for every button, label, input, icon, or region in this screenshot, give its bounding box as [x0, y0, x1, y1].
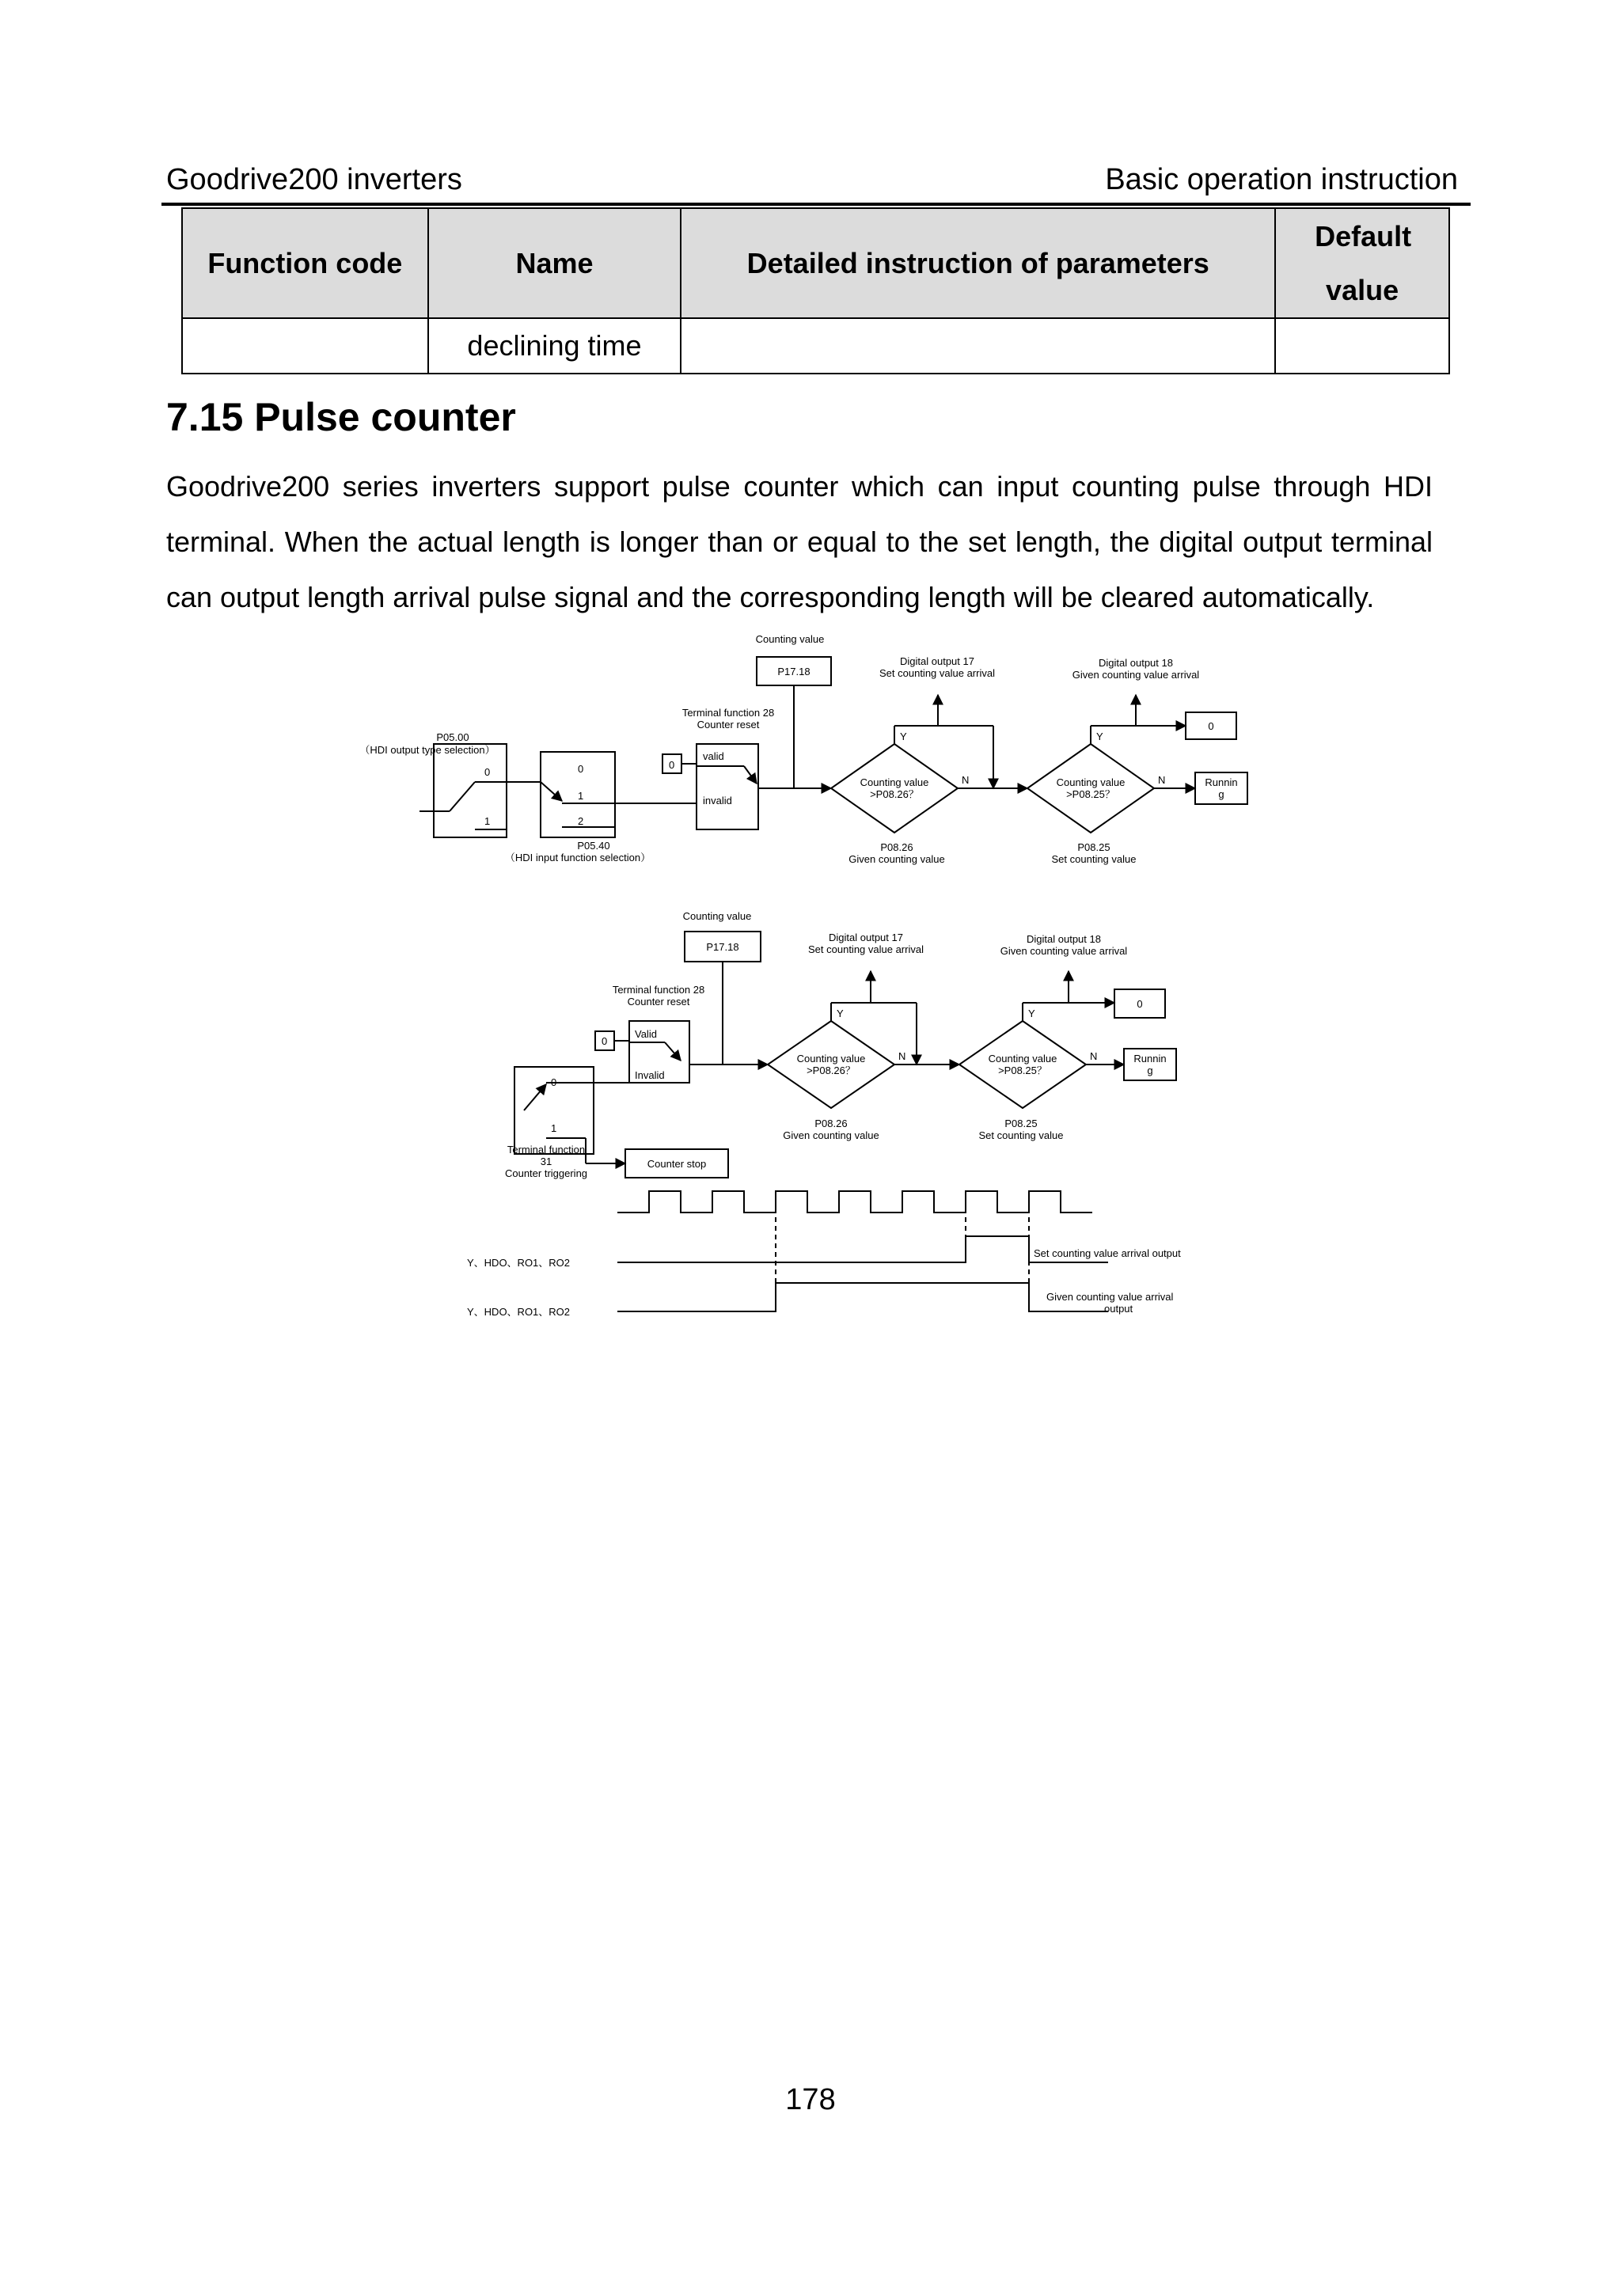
- d2-tf31-l2: 31: [540, 1156, 552, 1167]
- d2-output-zero: 0: [1137, 998, 1143, 1010]
- cell-default-value: [1275, 318, 1449, 374]
- d1-do18-title: Digital output 18: [1099, 657, 1173, 669]
- cell-detailed-instruction: [681, 318, 1275, 374]
- d1-hdi-type-box: [434, 744, 507, 837]
- d1-cmp2-l1: Counting value: [1056, 776, 1126, 788]
- d1-p0500-label: P05.00: [436, 731, 469, 743]
- d1-invalid-label: invalid: [703, 795, 732, 806]
- col-default-value: Default value: [1275, 208, 1449, 318]
- d2-do18-title: Digital output 18: [1027, 933, 1101, 945]
- body-paragraph: Goodrive200 series inverters support pulse counter which can input counting pulse through HDI terminal. When the actual length is longer than or equal to the set length, the digital output terminal can output length arrival pulse signal and the corresponding length will be cleared automatically.: [166, 470, 1433, 613]
- d2-invalid-label: Invalid: [635, 1069, 665, 1081]
- header-chapter-title: Basic operation instruction: [1105, 163, 1458, 196]
- d1-no2: N: [1158, 774, 1166, 786]
- d2-p0825-label: P08.25: [1004, 1118, 1038, 1129]
- d1-p0826-sub: Given counting value: [848, 853, 945, 865]
- col-detailed-instruction: Detailed instruction of parameters: [681, 208, 1275, 318]
- d2-counter-stop-label: Counter stop: [647, 1158, 707, 1170]
- d1-cmp2-l2: >P08.25？: [1066, 788, 1115, 800]
- table-row: [182, 318, 1449, 374]
- d2-p0826-sub: Given counting value: [783, 1129, 879, 1141]
- d1-running-l2: g: [1218, 788, 1224, 800]
- d1-do17-sub: Set counting value arrival: [879, 667, 995, 679]
- d2-do18-sub: Given counting value arrival: [1000, 945, 1128, 957]
- d2-valid-label: Valid: [635, 1028, 657, 1040]
- diagram2-labels: [505, 910, 1167, 1179]
- d2-do17-sub: Set counting value arrival: [808, 943, 924, 955]
- d2-p1718-label: P17.18: [706, 941, 739, 953]
- d1-p0540-label: P05.40: [577, 840, 610, 852]
- d2-do17-title: Digital output 17: [829, 932, 903, 943]
- d1-p0825-sub: Set counting value: [1051, 853, 1137, 865]
- d1-p0825-label: P08.25: [1077, 841, 1110, 853]
- diagram1-lines: [419, 657, 1247, 837]
- timing-set-arrival-label: Set counting value arrival output: [1034, 1247, 1181, 1259]
- d1-valid-label: valid: [703, 750, 724, 762]
- d1-cmp1-l1: Counting value: [860, 776, 929, 788]
- d2-p0825-sub: Set counting value: [978, 1129, 1064, 1141]
- header-doc-title: Goodrive200 inverters: [166, 163, 462, 196]
- d1-tf28-sub: Counter reset: [697, 719, 760, 731]
- timing-given-arrival-wave: [617, 1283, 1108, 1311]
- d1-counting-value-label: Counting value: [755, 633, 825, 645]
- timing-given-arrival-l2: output: [1104, 1303, 1133, 1315]
- timing-given-arrival-l1: Given counting value arrival: [1046, 1291, 1174, 1303]
- d2-cmp1-l2: >P08.26？: [807, 1065, 856, 1076]
- d1-in0: 0: [578, 763, 584, 775]
- d1-no1: N: [962, 774, 970, 786]
- d1-do17-title: Digital output 17: [900, 655, 974, 667]
- d1-p0540-sub: （HDI input function selection）: [504, 852, 651, 863]
- cell-function-code: [182, 318, 428, 374]
- d1-p1718-label: P17.18: [777, 666, 810, 677]
- parameter-table: [181, 207, 1450, 374]
- d1-p0500-sub: （HDI output type selection）: [359, 744, 495, 756]
- d1-output-zero: 0: [1208, 720, 1214, 732]
- section-title: 7.15 Pulse counter: [166, 395, 516, 439]
- diagram1-labels: [359, 633, 1237, 865]
- pulse-counter-diagram: [317, 625, 1346, 1338]
- d1-running-l1: Runnin: [1205, 776, 1238, 788]
- d1-do18-sub: Given counting value arrival: [1072, 669, 1200, 681]
- d1-cmp1-l2: >P08.26？: [870, 788, 919, 800]
- d2-sel0: 0: [551, 1076, 557, 1088]
- d2-no1: N: [898, 1050, 906, 1062]
- d2-running-l2: g: [1147, 1065, 1153, 1076]
- cell-name: declining time: [428, 318, 681, 374]
- d2-cmp1-l1: Counting value: [796, 1053, 866, 1065]
- d2-tf31-l1: Terminal function: [507, 1144, 586, 1156]
- d2-cmp2-l2: >P08.25？: [998, 1065, 1047, 1076]
- d2-tf28-sub: Counter reset: [627, 996, 690, 1008]
- timing-pulse-train: [617, 1191, 1092, 1213]
- d1-sel1: 1: [484, 815, 491, 827]
- d1-yes2: Y: [1096, 731, 1103, 742]
- d1-sel0: 0: [484, 766, 491, 778]
- col-function-code: Function code: [182, 208, 428, 318]
- d2-cmp2-l1: Counting value: [988, 1053, 1057, 1065]
- d2-tf31-l3: Counter triggering: [504, 1167, 588, 1179]
- d2-yes1: Y: [837, 1008, 844, 1019]
- d2-running-l1: Runnin: [1133, 1053, 1167, 1065]
- d1-zero-source: 0: [669, 759, 675, 771]
- d2-yes2: Y: [1028, 1008, 1035, 1019]
- d2-no2: N: [1090, 1050, 1098, 1062]
- d1-tf28-title: Terminal function 28: [681, 707, 775, 719]
- d1-p0826-label: P08.26: [880, 841, 913, 853]
- d1-yes1: Y: [900, 731, 907, 742]
- d2-counting-value-label: Counting value: [682, 910, 752, 922]
- header-rule: [161, 203, 1471, 206]
- page-number: 178: [785, 2083, 836, 2116]
- table-header-row: [182, 208, 1449, 318]
- d1-in2: 2: [578, 815, 584, 827]
- d2-sel1: 1: [551, 1122, 557, 1134]
- d2-tf28-title: Terminal function 28: [612, 984, 705, 996]
- timing-row1-label: Y、HDO、RO1、RO2: [467, 1257, 571, 1269]
- d2-p0826-label: P08.26: [814, 1118, 848, 1129]
- col-name: Name: [428, 208, 681, 318]
- timing-row2-label: Y、HDO、RO1、RO2: [467, 1306, 571, 1318]
- d2-zero-source: 0: [602, 1035, 608, 1047]
- d1-in1: 1: [578, 790, 584, 802]
